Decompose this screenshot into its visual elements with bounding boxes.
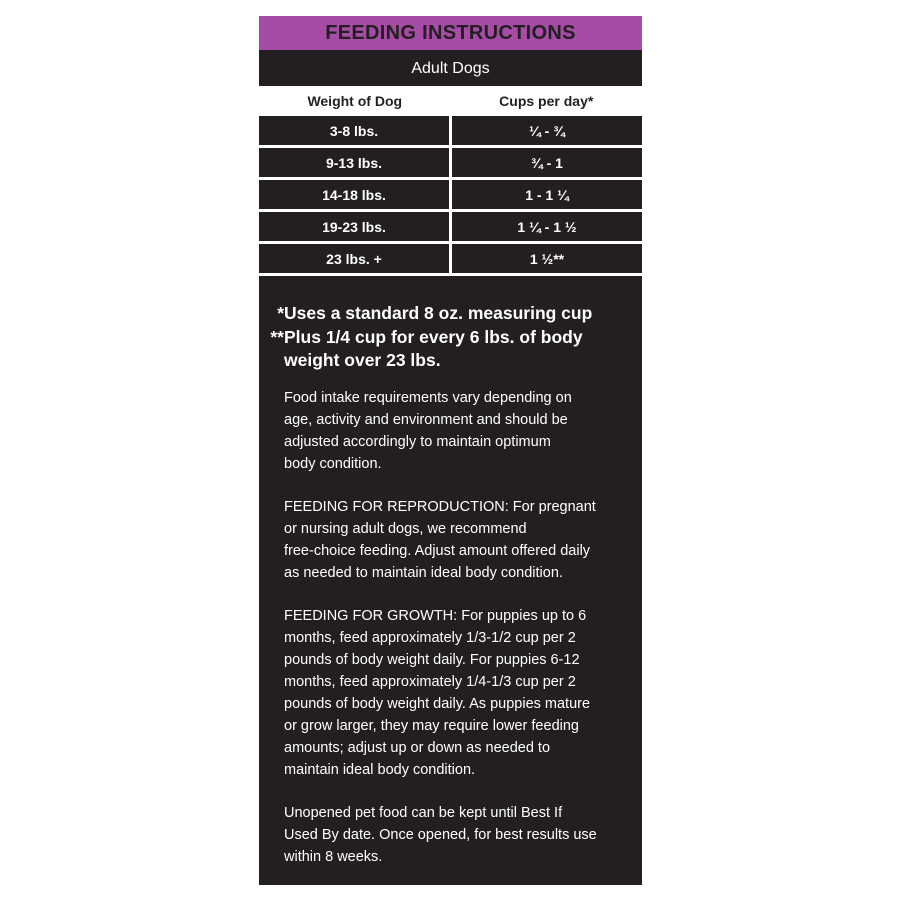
instructions-body (284, 387, 634, 889)
table-row (259, 148, 642, 180)
paragraph-growth: FEEDING FOR GROWTH: For puppies up to 6 months, feed approximately 1/3-1/2 cup per 2 pounds of body weight daily. For puppies 6-12 months, feed approximately 1/4-1/3 cup per 2 pounds of body weight daily. As puppies mature or grow larger, they may require lower feeding amounts; adjust up or down as needed to maintain ideal body condition. (284, 608, 591, 778)
weight-cell: 3-8 lbs. (259, 116, 452, 145)
weight-cell: 23 lbs. + (259, 244, 452, 273)
footnote (265, 326, 635, 373)
panel-title: FEEDING INSTRUCTIONS (259, 16, 642, 50)
weight-cell: 19-23 lbs. (259, 212, 452, 241)
footnote-text: Uses a standard 8 oz. measuring cup (284, 303, 593, 323)
feeding-instructions-panel (259, 16, 642, 885)
weight-cell: 14-18 lbs. (259, 180, 452, 209)
footnote-text: Plus 1/4 cup for every 6 lbs. of body weight over 23 lbs. (284, 326, 583, 370)
cups-cell: ¼ - ¾ (529, 123, 565, 139)
footnotes (265, 302, 635, 373)
header-weight: Weight of Dog (307, 93, 403, 109)
panel-subtitle: Adult Dogs (411, 60, 490, 77)
paragraph-reproduction: FEEDING FOR REPRODUCTION: For pregnant or nursing adult dogs, we recommend free-choice feeding. Adjust amount offered daily as needed to maintain ideal body condition. (284, 499, 596, 581)
weight-cell: 9-13 lbs. (259, 148, 452, 177)
cups-cell: ¾ - 1 (531, 155, 563, 171)
table-row (259, 116, 642, 148)
table-row (259, 180, 642, 212)
cups-cell: 1 - 1 ¼ (525, 187, 569, 203)
paragraph-intake: Food intake requirements vary depending on age, activity and environment and should be adjusted accordingly to maintain optimum body condition. (284, 390, 572, 472)
footnote-mark: * (277, 303, 284, 323)
cups-cell: 1 ¼ - 1 ½ (517, 219, 577, 235)
table-header (259, 86, 642, 116)
header-cups: Cups per day* (499, 93, 594, 109)
paragraph-storage: Unopened pet food can be kept until Best If Used By date. Once opened, for best results use within 8 weeks. (284, 805, 597, 865)
cups-cell: 1 ½** (529, 251, 565, 267)
table-row (259, 244, 642, 276)
table-row (259, 212, 642, 244)
footnote (265, 302, 635, 326)
footnote-mark: ** (270, 326, 284, 347)
